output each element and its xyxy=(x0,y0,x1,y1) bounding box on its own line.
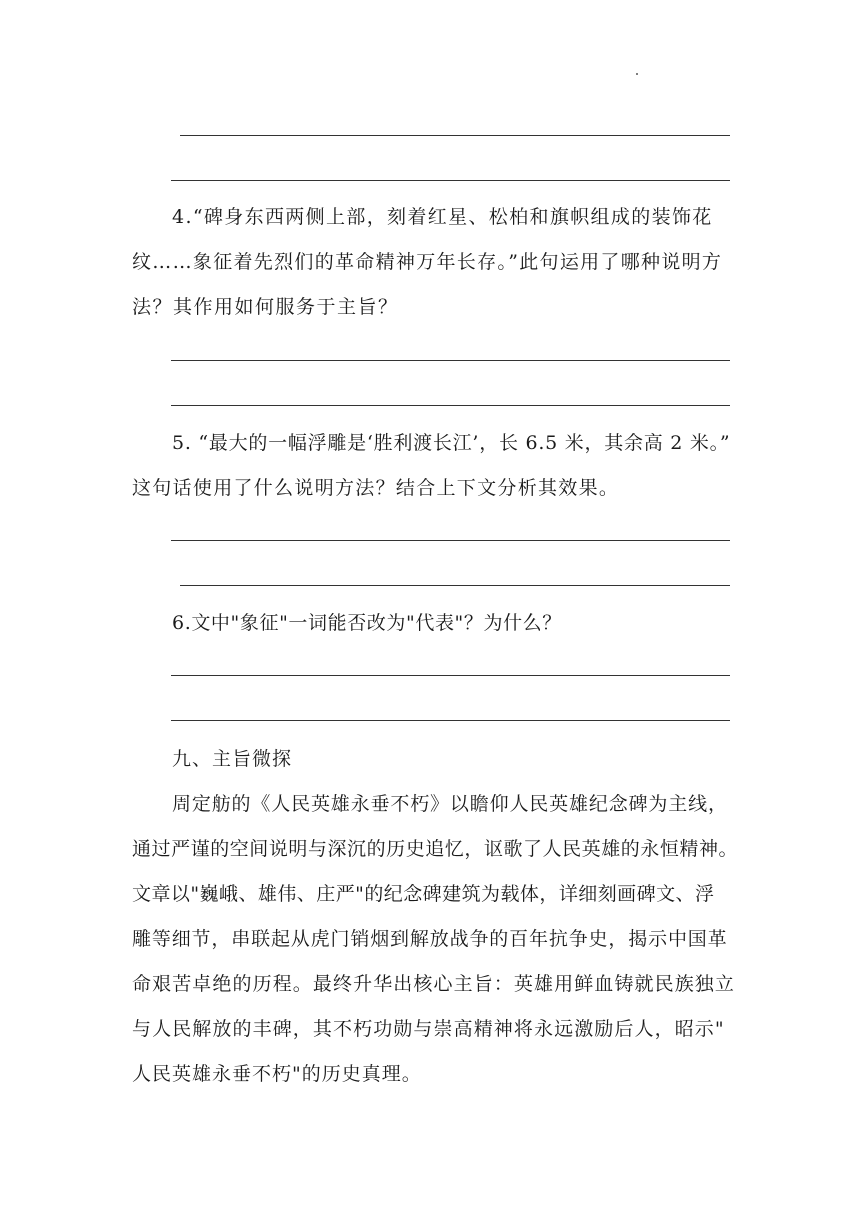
answer-line xyxy=(180,585,730,586)
section-heading: 九、主旨微探 xyxy=(172,748,293,770)
answer-line xyxy=(180,135,730,136)
question-5-line-2: 这句话使用了什么说明方法？结合上下文分析其效果。 xyxy=(132,477,620,499)
question-4-line-2: 纹……象征着先烈们的革命精神万年长存。”此句运用了哪种说明方 xyxy=(132,251,723,273)
page-dot-mark xyxy=(636,73,638,75)
section-paragraph-line: 文章以"巍峨、雄伟、庄严"的纪念碑建筑为载体，详细刻画碑文、浮 xyxy=(132,883,715,905)
answer-line xyxy=(171,360,730,361)
answer-line xyxy=(171,540,730,541)
question-4-line-1: 4.“碑身东西两侧上部，刻着红星、松柏和旗帜组成的装饰花 xyxy=(172,206,713,228)
section-paragraph-line: 通过严谨的空间说明与深沉的历史追忆，讴歌了人民英雄的永恒精神。 xyxy=(132,838,739,860)
section-paragraph-line: 雕等细节，串联起从虎门销烟到解放战争的百年抗争史，揭示中国革 xyxy=(132,928,728,950)
answer-line xyxy=(171,405,730,406)
section-paragraph-line: 人民英雄永垂不朽"的历史真理。 xyxy=(132,1063,422,1085)
question-4-line-3: 法？其作用如何服务于主旨？ xyxy=(132,296,399,318)
answer-line xyxy=(171,675,730,676)
question-5-line-1: 5. “最大的一幅浮雕是‘胜利渡长江’，长 6.5 米，其余高 2 米。” xyxy=(172,432,731,454)
section-paragraph-line: 与人民解放的丰碑，其不朽功勋与崇高精神将永远激励后人，昭示" xyxy=(132,1018,725,1040)
answer-line xyxy=(171,720,730,721)
question-6-line-1: 6.文中"象征"一词能否改为"代表"？为什么？ xyxy=(172,612,562,634)
section-paragraph-line: 周定舫的《人民英雄永垂不朽》以瞻仰人民英雄纪念碑为主线， xyxy=(172,793,728,815)
section-paragraph-line: 命艰苦卓绝的历程。最终升华出核心主旨：英雄用鲜血铸就民族独立 xyxy=(132,973,736,995)
answer-line xyxy=(171,180,730,181)
